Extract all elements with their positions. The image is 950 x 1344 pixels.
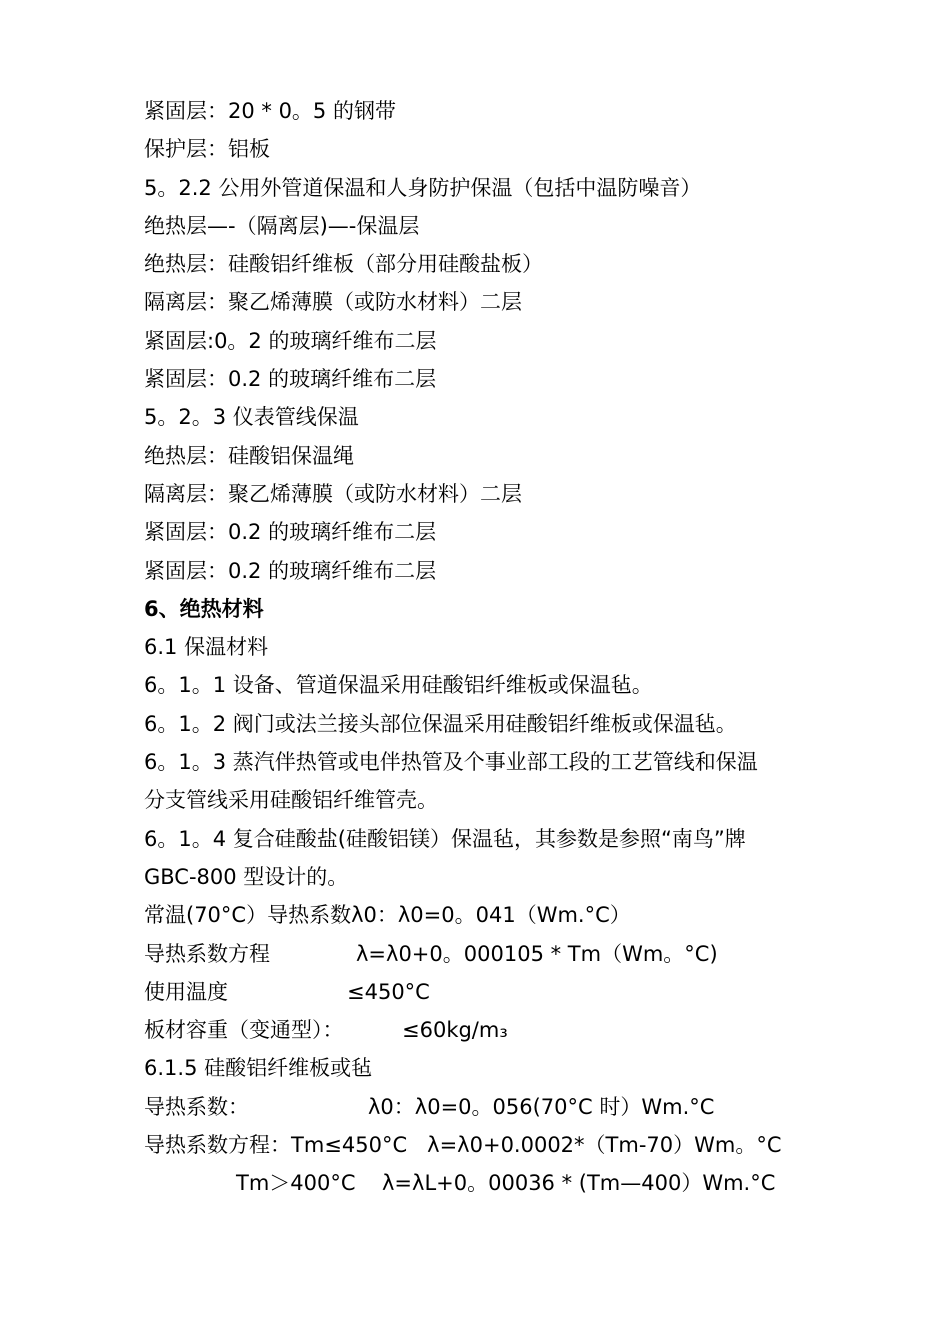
section-heading: 6、绝热材料 (144, 596, 264, 621)
list-item: 6。1。3 蒸汽伴热管或电伴热管及个事业部工段的工艺管线和保温 (144, 750, 758, 775)
parameter-value: λ=λL+0。00036 * (Tm—400）Wm.°C (382, 1171, 776, 1196)
parameter-label: 导热系数： (144, 1094, 249, 1119)
text-line: 紧固层：0.2 的玻璃纤维布二层 (144, 520, 437, 545)
text-line: 隔离层：聚乙烯薄膜（或防水材料）二层 (144, 290, 522, 315)
parameter-label: 导热系数方程：Tm≤450°C (144, 1133, 408, 1158)
parameter-line (144, 1088, 824, 1126)
parameter-line (144, 1011, 824, 1049)
parameter-value: λ=λ0+0。000105 * Tm（Wm。°C) (356, 941, 718, 966)
list-item-continuation: GBC-800 型设计的。 (144, 864, 349, 889)
list-item-continuation: 分支管线采用硅酸铝纤维管壳。 (144, 788, 438, 813)
subsection-title: 6.1 保温材料 (144, 635, 269, 660)
document-page (144, 92, 824, 1203)
text-line: 紧固层：0.2 的玻璃纤维布二层 (144, 367, 437, 392)
text-line: 紧固层：20 * 0。5 的钢带 (144, 99, 396, 123)
parameter-line (144, 935, 824, 973)
text-line: 保护层：铝板 (144, 137, 270, 162)
subsection-title: 5。2.2 公用外管道保温和人身防护保温（包括中温防噪音） (144, 175, 702, 200)
text-line: 隔离层：聚乙烯薄膜（或防水材料）二层 (144, 481, 522, 506)
parameter-label: 板材容重（变通型）： (144, 1018, 344, 1043)
parameter-value: λ=λ0+0.0002*（Tm-70）Wm。°C (427, 1133, 782, 1158)
list-item: 6。1。4 复合硅酸盐(硅酸铝镁）保温毡，其参数是参照“南鸟”牌 (144, 826, 746, 851)
parameter-line: 常温(70°C）导热系数λ0：λ0=0。041（Wm.°C） (144, 903, 631, 928)
text-line: 紧固层：0.2 的玻璃纤维布二层 (144, 558, 437, 583)
parameter-line (144, 973, 824, 1011)
parameter-value: ≤450°C (347, 979, 430, 1004)
parameter-label: 导热系数方程 (144, 941, 270, 966)
text-line: 绝热层：硅酸铝保温绳 (144, 443, 354, 468)
parameter-line (144, 1126, 824, 1164)
parameter-label: 使用温度 (144, 979, 228, 1004)
text-line: 紧固层:0。2 的玻璃纤维布二层 (144, 328, 437, 353)
subsection-title: 6.1.5 硅酸铝纤维板或毡 (144, 1056, 373, 1081)
parameter-line (144, 1164, 824, 1202)
parameter-label: Tm＞400°C (236, 1171, 356, 1196)
text-line: 绝热层：硅酸铝纤维板（部分用硅酸盐板） (144, 252, 543, 277)
list-item: 6。1。2 阀门或法兰接头部位保温采用硅酸铝纤维板或保温毡。 (144, 711, 737, 736)
parameter-value: ≤60kg/m₃ (402, 1018, 508, 1043)
list-item: 6。1。1 设备、管道保温采用硅酸铝纤维板或保温毡。 (144, 673, 653, 698)
subsection-title: 5。2。3 仪表管线保温 (144, 405, 359, 430)
text-line: 绝热层—-（隔离层)—-保温层 (144, 213, 420, 238)
parameter-value: λ0：λ0=0。056(70°C 时）Wm.°C (368, 1094, 715, 1119)
